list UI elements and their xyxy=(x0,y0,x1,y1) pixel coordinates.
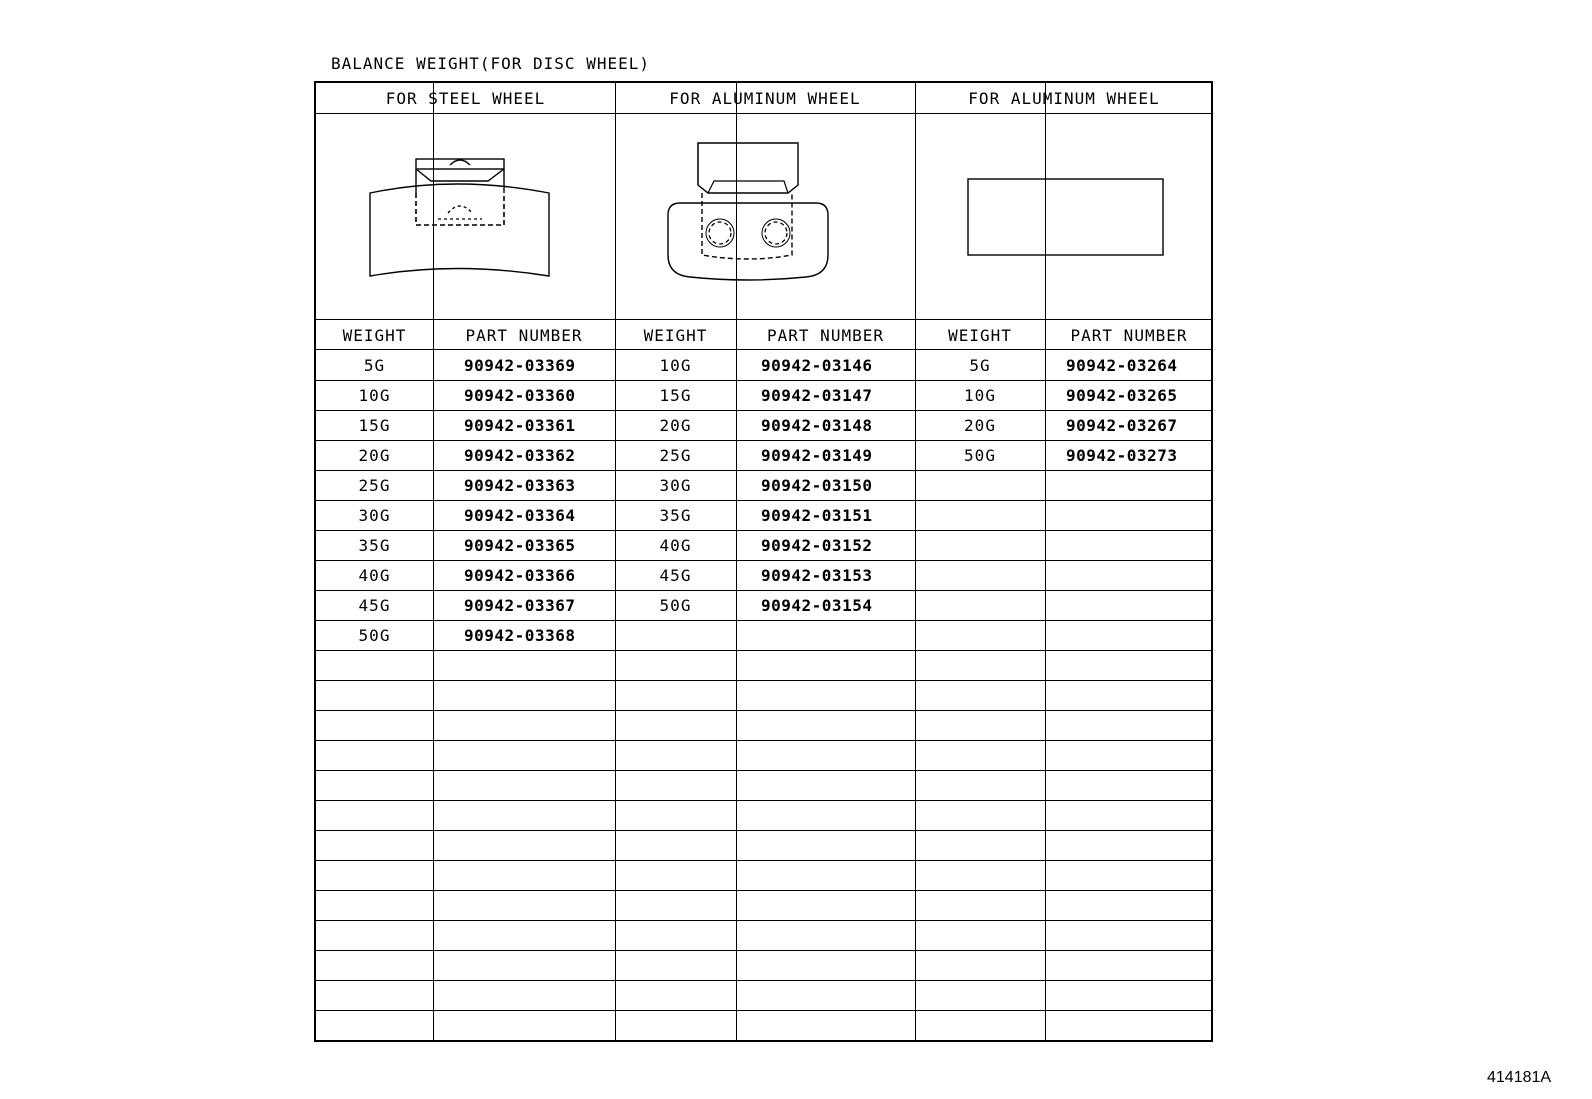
part-number-cell: 90942-03363 xyxy=(464,475,576,495)
weight-cell: 5G xyxy=(969,355,991,375)
weight-cell: 30G xyxy=(358,505,391,525)
part-number-cell: 90942-03362 xyxy=(464,445,576,465)
weight-cell: 10G xyxy=(659,355,692,375)
row-rule xyxy=(316,650,1211,651)
part-number-cell: 90942-03365 xyxy=(464,535,576,555)
part-number-cell: 90942-03147 xyxy=(761,385,873,405)
part-number-cell: 90942-03368 xyxy=(464,625,576,645)
part-number-cell: 90942-03265 xyxy=(1066,385,1178,405)
weight-cell: 20G xyxy=(358,445,391,465)
part-number-cell: 90942-03367 xyxy=(464,595,576,615)
part-number-cell: 90942-03153 xyxy=(761,565,873,585)
part-number-cell: 90942-03154 xyxy=(761,595,873,615)
header-rule xyxy=(316,113,1211,114)
weight-cell: 25G xyxy=(358,475,391,495)
row-rule xyxy=(316,890,1211,891)
weight-cell: 40G xyxy=(358,565,391,585)
part-number-cell: 90942-03151 xyxy=(761,505,873,525)
col-header-weight-steel: WEIGHT xyxy=(342,325,407,345)
row-rule xyxy=(316,830,1211,831)
part-number-cell: 90942-03360 xyxy=(464,385,576,405)
col-header-part-aluminum-1: PART NUMBER xyxy=(767,325,884,345)
weight-cell: 45G xyxy=(659,565,692,585)
row-rule xyxy=(316,860,1211,861)
weight-cell: 30G xyxy=(659,475,692,495)
section-divider-2 xyxy=(915,83,916,1040)
weight-cell: 50G xyxy=(964,445,996,465)
part-number-cell: 90942-03366 xyxy=(464,565,576,585)
weight-cell: 10G xyxy=(964,385,996,405)
aluminum-clip-weight-illustration xyxy=(656,123,876,313)
part-number-cell: 90942-03149 xyxy=(761,445,873,465)
part-number-cell: 90942-03148 xyxy=(761,415,873,435)
row-rule xyxy=(316,710,1211,711)
part-number-cell: 90942-03150 xyxy=(761,475,873,495)
col-header-weight-aluminum-2: WEIGHT xyxy=(948,325,1012,345)
row-rule xyxy=(316,680,1211,681)
aluminum-adhesive-weight-illustration xyxy=(956,123,1176,313)
weight-cell: 15G xyxy=(358,415,391,435)
steel-clip-weight-illustration xyxy=(356,123,576,313)
weight-cell: 40G xyxy=(659,535,692,555)
row-rule xyxy=(316,980,1211,981)
part-number-cell: 90942-03364 xyxy=(464,505,576,525)
document-id: 414181A xyxy=(1487,1069,1552,1086)
weight-cell: 15G xyxy=(659,385,692,405)
row-rule xyxy=(316,1010,1211,1011)
part-number-cell: 90942-03152 xyxy=(761,535,873,555)
weight-cell: 45G xyxy=(358,595,391,615)
row-rule xyxy=(316,740,1211,741)
part-number-cell: 90942-03369 xyxy=(464,355,576,375)
col-header-weight-aluminum-1: WEIGHT xyxy=(643,325,708,345)
diagram-title: BALANCE WEIGHT(FOR DISC WHEEL) xyxy=(331,54,650,73)
weight-cell: 35G xyxy=(659,505,692,525)
row-rule xyxy=(316,770,1211,771)
weight-cell: 10G xyxy=(358,385,391,405)
col-header-part-steel: PART NUMBER xyxy=(465,325,583,345)
section-header-aluminum-1: FOR ALUMINUM WHEEL xyxy=(669,88,861,108)
weight-cell: 20G xyxy=(659,415,692,435)
weight-cell: 35G xyxy=(358,535,391,555)
weight-cell: 20G xyxy=(964,415,996,435)
balance-weight-table xyxy=(314,81,1213,1042)
weight-cell: 25G xyxy=(659,445,692,465)
row-rule xyxy=(316,920,1211,921)
section-header-steel: FOR STEEL WHEEL xyxy=(385,88,546,108)
part-number-cell: 90942-03264 xyxy=(1066,355,1178,375)
part-number-cell: 90942-03273 xyxy=(1066,445,1178,465)
weight-cell: 5G xyxy=(363,355,386,375)
col-header-part-aluminum-2: PART NUMBER xyxy=(1070,325,1188,345)
row-rule xyxy=(316,800,1211,801)
weight-cell: 50G xyxy=(659,595,692,615)
section-header-aluminum-2: FOR ALUMINUM WHEEL xyxy=(968,88,1160,108)
part-number-cell: 90942-03146 xyxy=(761,355,873,375)
part-number-cell: 90942-03361 xyxy=(464,415,576,435)
row-rule xyxy=(316,950,1211,951)
part-number-cell: 90942-03267 xyxy=(1066,415,1178,435)
row-rule xyxy=(316,620,1211,621)
weight-cell: 50G xyxy=(358,625,391,645)
